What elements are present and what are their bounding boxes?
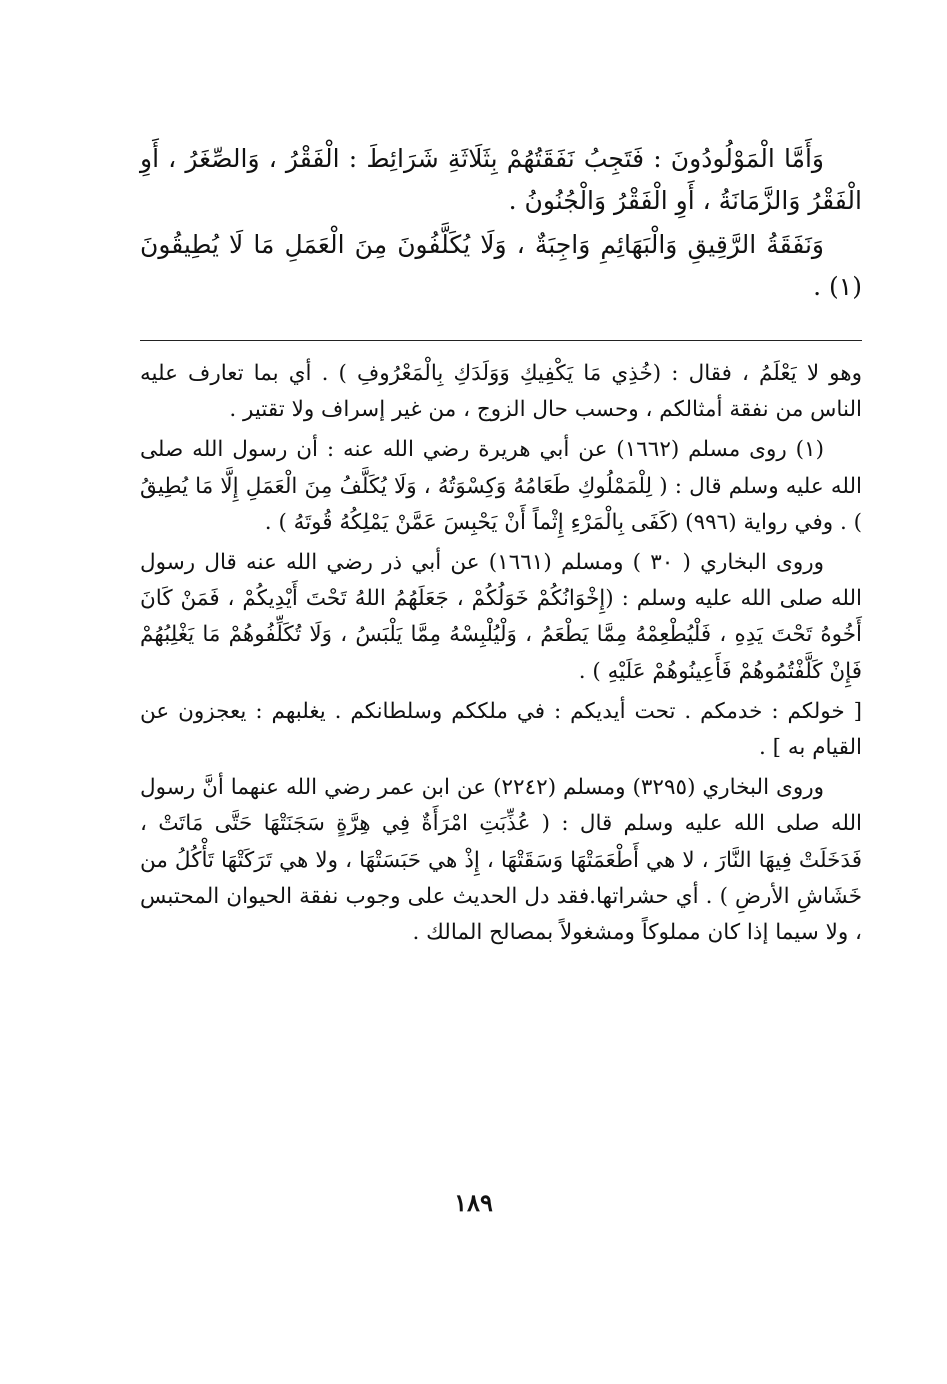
page-number: ١٨٩	[454, 1188, 493, 1217]
main-text	[140, 138, 862, 310]
footnote-glossary: [ خولكم : خدمكم . تحت أيديكم : في ملككم وسلطانكم . يغلبهم : يعجزون عن القيام به ] .	[140, 698, 862, 761]
footnote-divider	[140, 340, 862, 341]
footnote-1-muslim: (١) روى مسلم (١٦٦٢) عن أبي هريرة رضي الله عنه : أن رسول الله صلى الله عليه وسلم قال : ( لِلْمَمْلُوكِ طَعَامُهُ وَكِسْوَتُهُ ، وَلَا يُكَلَّفُ مِنَ الْعَمَلِ إِلَّا مَا يُطِيقُ ) . وفي رواية (٩٩٦) (كَفَى بِالْمَرْءِ إِثْماً أَنْ يَحْبِسَ عَمَّنْ يَمْلِكُهُ قُوتَهُ ) .	[140, 437, 862, 535]
footnote-bukhari-abu-dhar: وروى البخاري ( ٣٠ ) ومسلم (١٦٦١) عن أبي ذر رضي الله عنه قال رسول الله صلى الله عليه وسلم : (إِخْوَانُكُمْ خَوَلُكُمْ ، جَعَلَهُمُ اللهُ تَحْتَ أَيْدِيكُمْ ، فَمَنْ كَانَ أَخُوهُ تَحْتَ يَدِهِ ، فَلْيُطْعِمْهُ مِمَّا يَطْعَمُ ، وَلْيُلْبِسْهُ مِمَّا يَلْبَسُ ، وَلَا تُكَلِّفُوهُمْ مَا يَغْلِبُهُمْ فَإِنْ كَلَّفْتُمُوهُمْ فَأَعِينُوهُمْ عَلَيْهِ ) .	[140, 550, 862, 684]
main-paragraph-slaves-animals: وَنَفَقَةُ الرَّقِيقِ وَالْبَهَائِمِ وَاجِبَةٌ ، وَلَا يُكَلَّفُونَ مِنَ الْعَمَلِ مَا لَا يُطِيقُونَ (١) .	[140, 230, 862, 301]
footnote-continuation: وهو لا يَعْلَمُ ، فقال : (خُذِي مَا يَكْفِيكِ وَوَلَدَكِ بِالْمَعْرُوفِ ) . أي بما تعارف عليه الناس من نفقة أمثالكم ، وحسب حال الزوج ، من غير إسراف ولا تقتير .	[140, 361, 862, 423]
footnote-bukhari-ibn-umar: وروى البخاري (٣٢٩٥) ومسلم (٢٢٤٢) عن ابن عمر رضي الله عنهما أنَّ رسول الله صلى الله عليه وسلم قال : ( عُذِّبَتِ امْرَأَةٌ فِي هِرَّةٍ سَجَنَتْهَا حَتَّى مَاتَتْ ، فَدَخَلَتْ فِيهَا النَّارَ ، لا هي أَطْعَمَتْهَا وَسَقَتْهَا ، إِذْ هي حَبَسَتْهَا ، ولا هي تَرَكَتْهَا تَأْكُلُ من خَشَاشِ الأرضِ ) . أي حشراتها.فقد دل الحديث على وجوب نفقة الحيوان المحتبس ، ولا سيما إذا كان مملوكاً ومشغولاً بمصالح المالك .	[140, 775, 862, 946]
footnotes	[140, 356, 862, 955]
main-paragraph-descendants: وَأَمَّا الْمَوْلُودُونَ : فَتَجِبُ نَفَقَتُهُمْ بِثَلَاثَةِ شَرَائِطَ : الْفَقْرُ ، وَالصِّغَرُ ، أَوِ الْفَقْرُ وَالزَّمَانَةُ ، أَوِ الْفَقْرُ وَالْجُنُونُ .	[140, 144, 862, 215]
